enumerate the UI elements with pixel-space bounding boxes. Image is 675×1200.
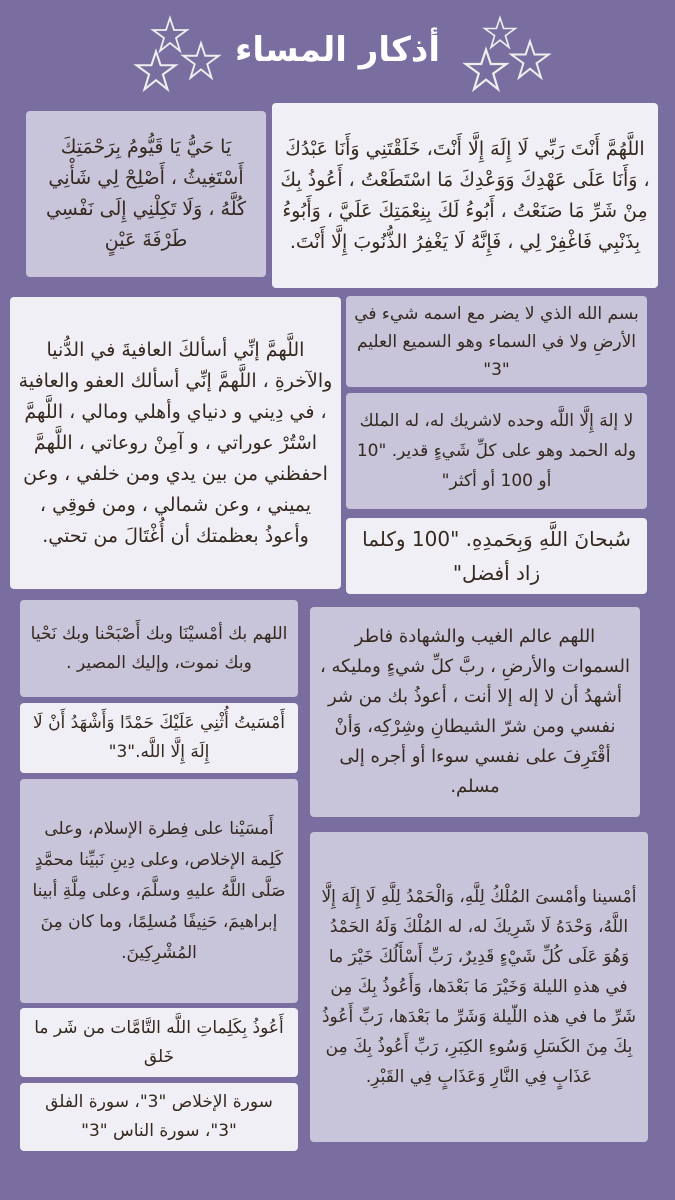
dhikr-card: [20, 779, 298, 1003]
page-title: أذكار المساء: [234, 30, 440, 70]
dhikr-card: [20, 1008, 298, 1077]
dhikr-text: يَا حَيُّ يَا قَيُّومُ بِرَحْمَتِكَ أَسْتَغِيثُ ، أَصْلِحْ لِي شَأْنِي كُلَّهُ ، وَلَا تَكِلْنِي إِلَى نَفْسِي طَرْفَةَ عَيْنٍ: [45, 136, 247, 251]
dhikr-card: [20, 1083, 298, 1151]
dhikr-card: [346, 393, 647, 509]
dhikr-card: [20, 600, 298, 697]
dhikr-card: [272, 103, 658, 288]
dhikr-text: اللَّهُمَّ أَنْتَ رَبِّي لَا إِلَهَ إِلَّا أَنْتَ، خَلَقْتَنِي وَأَنَا عَبْدُكَ ، وَأَنَا عَلَى عَهْدِكَ وَوَعْدِكَ مَا اسْتَطَعْتُ ، أَعُوذُ بِكَ مِنْ شَرِّ مَا صَنَعْتُ ، أَبُوءُ لَكَ بِنِعْمَتِكَ عَلَيَّ ، وَأَبُوءُ بِذَنْبِي فَاغْفِرْ لِي ، فَإِنَّهُ لَا يَغْفِرُ الذُّنُوبَ إِلَّا أَنْتَ.: [280, 137, 650, 253]
dhikr-text: أَمسَيْنا على فِطرة الإسلام، وعلى كَلِمة الإخلاص، وعلى دِينِ نَبيِّنا محمَّدٍ صَلَّى اللَّهُ عليهِ وسلَّمَ، وعلى مِلَّةِ أبينا إبراهيمَ، حَنِيفًا مُسلِمًا، وما كان مِنَ المُشْرِكِينَ.: [32, 818, 286, 963]
dhikr-card: [346, 296, 647, 387]
dhikr-text: اللَّهمَّ إنِّي أسألكَ العافيةَ في الدُّنيا والآخرةِ ، اللَّهمَّ إنِّي أسألك العفو والعافية ، في دِيني و دنياي وأهلي ومالي ، اللَّهمَّ اسْتُرْ عوراتي ، و آمِنْ روعاتي ، اللَّهمَّ احفظني من بين يدي ومن خلفي ، وعن يميني ، وعن شمالي ، ومن فوقِي ، وأعوذُ بعظمتك أن أُغْتَالَ من تحتي.: [18, 338, 333, 547]
dhikr-text: أمْسينا وأمْسىَ المُلْكُ لِلَّهِ، وَالْحَمْدُ لِلَّهِ لَا إِلَهَ إِلَّا اللَّهُ، وَحْدَهُ لَا شَرِيكَ له، له المُلْكَ وَلَهُ الحَمْدُ وَهُوَ عَلَى كُلِّ شَيْءٍ قَدِيرٌ، رَبِّ أَسْأَلُكَ خَيْرَ ما في هذهِ الليلة وَخَيْرَ مَا بَعْدَها، وَأَعُوذُ بِكَ مِن شَرِّ ما في هذه اللّيلة وَشَرِّ ما بَعْدَها، رَبِّ أَعُوذُ بِكَ مِنَ الكَسَلِ وَسُوءِ الكِبَرِ، رَبِّ أَعُوذُ بِكَ مِن عَذَابٍ فِي النَّارِ وَعَذَابٍ فِي القَبْرِ.: [321, 887, 637, 1087]
dhikr-card: [26, 111, 266, 277]
dhikr-card: [310, 607, 640, 817]
dhikr-text: بسم الله الذي لا يضر مع اسمه شيء في الأرضِ ولا في السماء وهو السميع العليم "3": [354, 303, 639, 380]
dhikr-card: [346, 518, 647, 594]
dhikr-card: [10, 297, 341, 589]
dhikr-text: اللهم عالم الغيب والشهادة فاطر السموات والأرضِ ، ربَّ كلِّ شيءٍ ومليكه ، أشهدُ أن لا إله إلا أنت ، أعوذُ بك من شر نفسي ومن شرّ الشيطانِ وشِرْكِه، وَأنْ أقْتَرِفَ على نفسي سوءا أو أجره إلى مسلم.: [320, 626, 630, 797]
dhikr-text: سُبحانَ اللَّهِ وَبِحَمدِهِ. "100 وكلما زاد أفضل": [362, 527, 631, 585]
dhikr-text: أَعُوذُ بِكَلِماتِ اللَّه التَّامَّات من شَر ما خَلق: [34, 1017, 284, 1067]
dhikr-text: أَمْسَيتُ أُثْنِي عَلَيْكَ حَمْدًا وَأَشْهَدُ أَنْ لَا إِلَهَ إِلَّا اللَّه."3": [32, 713, 286, 762]
dhikr-text: لا إلهَ إِلَّا اللَّه وحده لاشريك له، له الملك وله الحمد وهو على كلِّ شَيءٍ قدير. "10 أو 100 أو أكثر": [356, 411, 637, 491]
dhikr-card: [20, 703, 298, 773]
dhikr-card: [310, 832, 648, 1142]
dhikr-text: اللهم بك أمْسيْنَا وبك أَصْبَحْنا وبك نَحْيا وبك نموت، وإليك المصير .: [30, 623, 288, 673]
dhikr-text: سورة الإخلاص "3"، سورة الفلق "3"، سورة الناس "3": [45, 1092, 273, 1141]
